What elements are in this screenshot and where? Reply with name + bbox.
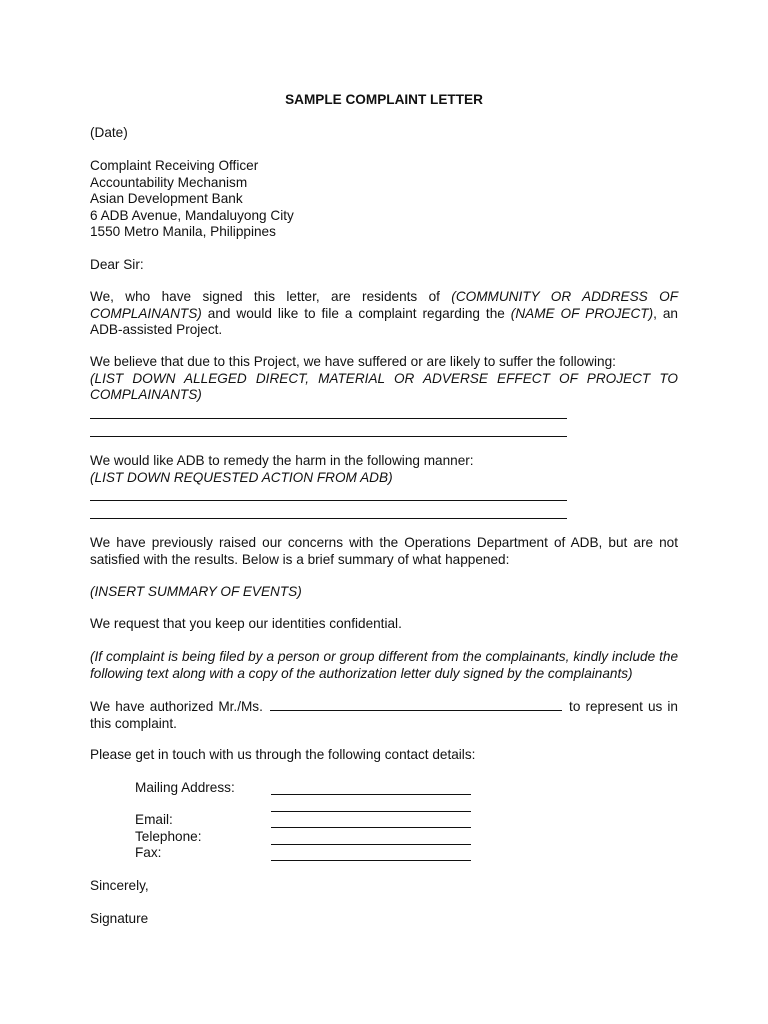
recipient-line: 1550 Metro Manila, Philippines bbox=[90, 224, 276, 239]
paragraph-text: to represent us in this complaint. bbox=[90, 699, 678, 731]
community-placeholder: (COMMUNITY OR ADDRESS OF COMPLAINANTS) bbox=[90, 289, 678, 321]
letter-title: SAMPLE COMPLAINT LETTER bbox=[285, 92, 483, 107]
summary-placeholder: (INSERT SUMMARY OF EVENTS) bbox=[90, 584, 302, 599]
recipient-line: Complaint Receiving Officer bbox=[90, 158, 259, 173]
paragraph-text: and would like to file a complaint regarding the bbox=[201, 305, 511, 321]
mailing-address-line bbox=[271, 811, 471, 812]
authorization-instruction: (If complaint is being filed by a person or group different from the complainants, kindly include the following text along with a copy of the authorization letter duly signed by the complainants) bbox=[90, 649, 678, 681]
date-placeholder: (Date) bbox=[90, 125, 128, 140]
project-name-placeholder: (NAME OF PROJECT) bbox=[510, 305, 654, 321]
closing: Sincerely, bbox=[90, 878, 149, 893]
paragraph-remedy bbox=[90, 453, 678, 486]
mailing-address-line bbox=[271, 794, 471, 795]
recipient-address bbox=[90, 158, 678, 241]
recipient-line: Accountability Mechanism bbox=[90, 174, 248, 190]
telephone-line bbox=[271, 844, 471, 845]
telephone-label: Telephone: bbox=[135, 829, 202, 844]
blank-line bbox=[90, 436, 567, 437]
email-label: Email: bbox=[135, 812, 173, 827]
paragraph-previous-concerns: We have previously raised our concerns with the Operations Department of ADB, but are not satisfied with the results. Below is a brief summary of what happened: bbox=[90, 535, 678, 567]
fax-label: Fax: bbox=[135, 845, 162, 860]
paragraph-text: We, who have signed this letter, are residents of bbox=[90, 289, 452, 304]
paragraph-contact: Please get in touch with us through the following contact details: bbox=[90, 747, 476, 762]
salutation: Dear Sir: bbox=[90, 257, 144, 272]
recipient-line: Asian Development Bank bbox=[90, 191, 243, 206]
remedy-instruction: (LIST DOWN REQUESTED ACTION FROM ADB) bbox=[90, 469, 393, 485]
blank-line bbox=[90, 500, 567, 501]
paragraph-text: , an ADB-assisted Project. bbox=[90, 305, 678, 337]
email-line bbox=[271, 827, 471, 828]
letter-page bbox=[90, 0, 678, 1024]
fax-line bbox=[271, 860, 471, 861]
blank-line bbox=[90, 518, 567, 519]
paragraph-text: We would like ADB to remedy the harm in the following manner: bbox=[90, 453, 474, 468]
paragraph-confidential: We request that you keep our identities confidential. bbox=[90, 616, 402, 631]
mailing-address-label: Mailing Address: bbox=[135, 780, 235, 795]
paragraph-residents bbox=[90, 289, 678, 339]
recipient-line: 6 ADB Avenue, Mandaluyong City bbox=[90, 207, 294, 223]
effects-instruction: (LIST DOWN ALLEGED DIRECT, MATERIAL OR ADVERSE EFFECT OF PROJECT TO COMPLAINANTS) bbox=[90, 370, 678, 402]
signature-label: Signature bbox=[90, 911, 149, 926]
paragraph-effects bbox=[90, 354, 678, 404]
paragraph-text: We believe that due to this Project, we have suffered or are likely to suffer the following: bbox=[90, 354, 616, 369]
paragraph-authorization bbox=[90, 698, 678, 732]
representative-name-line bbox=[270, 698, 562, 711]
paragraph-text: We have authorized Mr./Ms. bbox=[90, 699, 263, 714]
blank-line bbox=[90, 418, 567, 419]
